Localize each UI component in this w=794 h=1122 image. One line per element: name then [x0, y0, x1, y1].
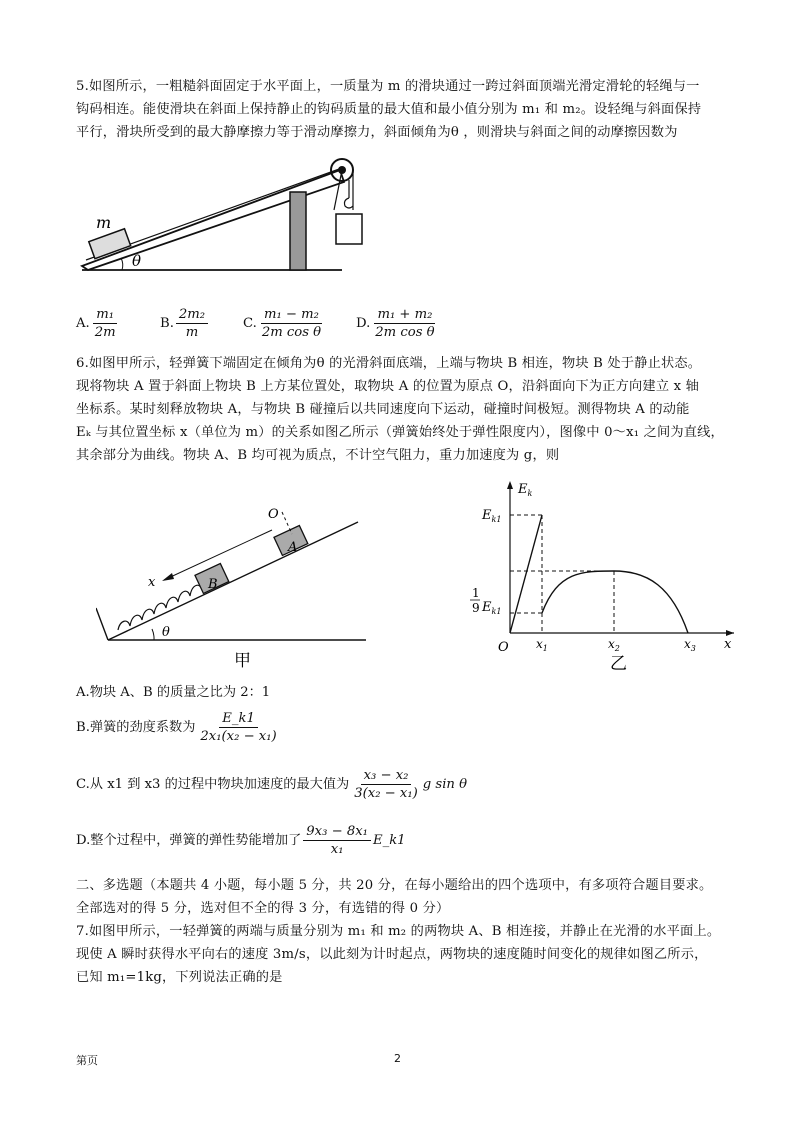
- q6-jia-label-a: A: [288, 540, 298, 555]
- q6-figure-yi: [462, 475, 742, 675]
- q6-yi-x1: $x_1$: [536, 637, 548, 653]
- q7-line-3: 已知 m₁=1kg，下列说法正确的是: [76, 970, 283, 985]
- page-number: 2: [394, 1052, 401, 1065]
- q6-jia-label-b: B: [208, 577, 218, 592]
- q6-yi-x3: $x_3$: [684, 637, 696, 653]
- q6-jia-label-x: x: [148, 575, 156, 590]
- q6-yi-caption: 乙: [610, 654, 627, 674]
- q7-text: [76, 920, 724, 989]
- q6-yi-ninth-den: 9: [472, 601, 480, 615]
- q6-yi-axis-x: x: [724, 637, 732, 652]
- q7-line-1: 7.如图甲所示，一轻弹簧的两端与质量分别为 m₁ 和 m₂ 的两物块 A、B 相连接，并静止在光滑的水平面上。: [76, 924, 721, 939]
- q5-incline-figure: [78, 150, 368, 280]
- q6-line-4: Eₖ 与其位置坐标 x（单位为 m）的关系如图乙所示（弹簧始终处于弹性限度内），图像中 0～x₁ 之间为直线，: [76, 425, 724, 440]
- q5-option-d[interactable]: D. $\frac{\text{m₁ + m₂}}{\text{2m cos θ}}$: [356, 307, 435, 340]
- q5-label-m: m: [96, 213, 112, 232]
- q5-text: [76, 75, 724, 144]
- q6-yi-x2: $x_2$: [608, 637, 620, 653]
- q6-jia-caption: 甲: [234, 651, 251, 671]
- q6-line-3: 坐标系。某时刻释放物块 A，与物块 B 碰撞后以共同速度向下运动，碰撞时间极短。测得物块 A 的动能: [76, 402, 690, 417]
- q6-line-1: 6.如图甲所示，轻弹簧下端固定在倾角为θ 的光滑斜面底端，上端与物块 B 相连，物块 B 处于静止状态。: [76, 356, 702, 371]
- q5-line-1: 5.如图所示，一粗糙斜面固定于水平面上，一质量为 m 的滑块通过一跨过斜面顶端光滑定滑轮的轻绳与一: [76, 79, 700, 94]
- q5-option-c[interactable]: C. $\frac{\text{m₁ − m₂}}{\text{2m cos θ}}$: [243, 307, 322, 340]
- q6-yi-ninth-num: 1: [472, 586, 480, 600]
- section2-line-1: 二、多选题（本题共 4 小题，每小题 5 分，共 20 分，在每小题给出的四个选项中，有多项符合题目要求。: [76, 878, 713, 893]
- q6-option-c[interactable]: C.从 x1 到 x3 的过程中物块加速度的最大值为 $\frac{\text{x₃ − x₂}}{\text{3(x₂ − x₁)}}$ g sin θ: [76, 768, 468, 801]
- q6-line-5: 其余部分为曲线。物块 A、B 均可视为质点，不计空气阻力，重力加速度为 g，则: [76, 448, 560, 463]
- q7-line-2: 现使 A 瞬时获得水平向右的速度 3m/s，以此刻为计时起点，两物块的速度随时间变化的规律如图乙所示，: [76, 947, 708, 962]
- q6-yi-origin: O: [498, 640, 509, 655]
- q6-option-a[interactable]: A.物块 A、B 的质量之比为 2：1: [76, 685, 271, 700]
- q6-text: [76, 352, 724, 467]
- footer-label: 第页: [76, 1054, 98, 1067]
- section2-line-2: 全部选对的得 5 分，选对但不全的得 3 分，有选错的得 0 分）: [76, 901, 450, 916]
- q5-line-2: 钩码相连。能使滑块在斜面上保持静止的钩码质量的最大值和最小值分别为 m₁ 和 m₂。设轻绳与斜面保持: [76, 102, 702, 117]
- q5-option-b[interactable]: B. $\frac{\text{2m₂}}{m}$: [160, 306, 210, 341]
- q6-option-b[interactable]: B.弹簧的劲度系数为 $\frac{E\_k1}{\text{2x₁(x₂ − x₁)}}$: [76, 711, 277, 744]
- q6-jia-label-theta: θ: [162, 625, 170, 640]
- q5-option-a[interactable]: A. $\frac{\text{m₁}}{2m}$: [76, 307, 116, 340]
- q6-line-2: 现将物块 A 置于斜面上物块 B 上方某位置处，取物块 A 的位置为原点 O，沿斜面向下为正方向建立 x 轴: [76, 379, 700, 394]
- q6-jia-label-o: O: [268, 507, 279, 522]
- q5-line-3: 平行，滑块所受到的最大静摩擦力等于滑动摩擦力，斜面倾角为θ ，则滑块与斜面之间的动摩擦因数为: [76, 125, 678, 140]
- q5-label-theta: θ: [132, 252, 142, 270]
- q6-yi-axis-ek: $E_k$: [518, 482, 533, 498]
- section-multi-choice-heading: [76, 874, 724, 920]
- q6-option-d[interactable]: D.整个过程中，弹簧的弹性势能增加了 $\frac{\text{9x₃ − 8x₁}}{\text{x₁}}$ E_k1: [76, 824, 406, 857]
- q6-yi-label-ek1-ninth: $E_{k1}$: [482, 600, 502, 616]
- q6-figure-jia: [96, 490, 376, 675]
- q6-yi-label-ek1: $E_{k1}$: [482, 508, 502, 524]
